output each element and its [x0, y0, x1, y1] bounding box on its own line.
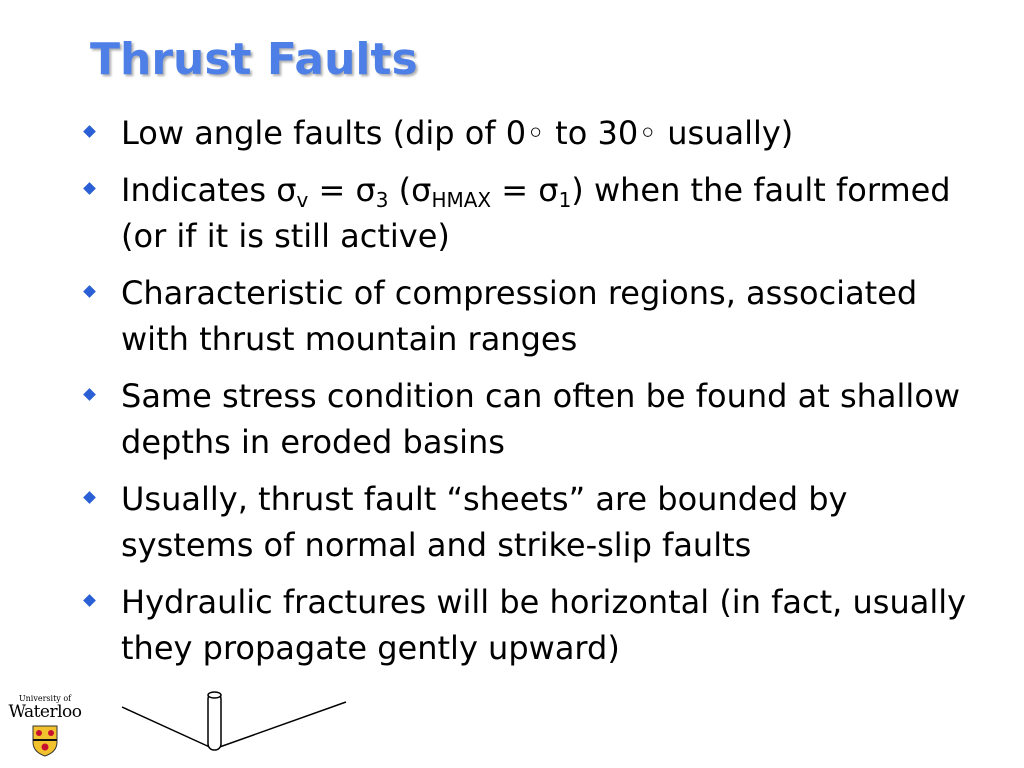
diamond-bullet-icon [83, 388, 96, 401]
university-logo [2, 694, 88, 764]
diamond-bullet-icon [83, 182, 96, 195]
diamond-bullet-icon [83, 594, 96, 607]
diamond-bullet-icon [83, 125, 96, 138]
bullet-text: Hydraulic fractures will be horizontal (in fact, usually they propagate gently upward) [121, 583, 967, 667]
subscript: 3 [375, 188, 389, 212]
paren-text: ( [388, 171, 412, 209]
crest-icon [31, 724, 59, 758]
bullet-text: Characteristic of compression regions, associated with thrust mountain ranges [121, 274, 918, 358]
bullet-text-prefix: Indicates [121, 171, 277, 209]
bullet-item [82, 476, 982, 568]
bullet-text-suffix: ) when the fault formed (or if it is still active) [121, 171, 951, 255]
bullet-item [82, 373, 982, 465]
logo-line-small: University of [18, 694, 72, 703]
sigma-symbol: σ [538, 171, 559, 209]
sigma-symbol: σ [276, 171, 297, 209]
wellbore-sketch-icon [118, 688, 350, 754]
bullet-item [82, 579, 982, 671]
logo-line-big: Waterloo [8, 702, 82, 722]
bullet-text: Same stress condition can often be found at shallow depths in eroded basins [121, 377, 961, 461]
bullet-item [82, 167, 982, 259]
diamond-bullet-icon [83, 491, 96, 504]
equals-text: = [491, 171, 539, 209]
subscript: 1 [558, 188, 572, 212]
slide-title: Thrust Faults [90, 34, 418, 85]
bullet-text: Usually, thrust fault “sheets” are bounded by systems of normal and strike-slip faults [121, 480, 848, 564]
bullet-text: Low angle faults (dip of 0◦ to 30◦ usually) [121, 114, 794, 152]
subscript: HMAX [431, 188, 492, 212]
sigma-symbol: σ [411, 171, 432, 209]
subscript: v [296, 188, 309, 212]
diamond-bullet-icon [83, 285, 96, 298]
bullet-item [82, 270, 982, 362]
bullet-list [82, 110, 982, 682]
bullet-item [82, 110, 982, 156]
sigma-symbol: σ [355, 171, 376, 209]
equals-text: = [308, 171, 356, 209]
